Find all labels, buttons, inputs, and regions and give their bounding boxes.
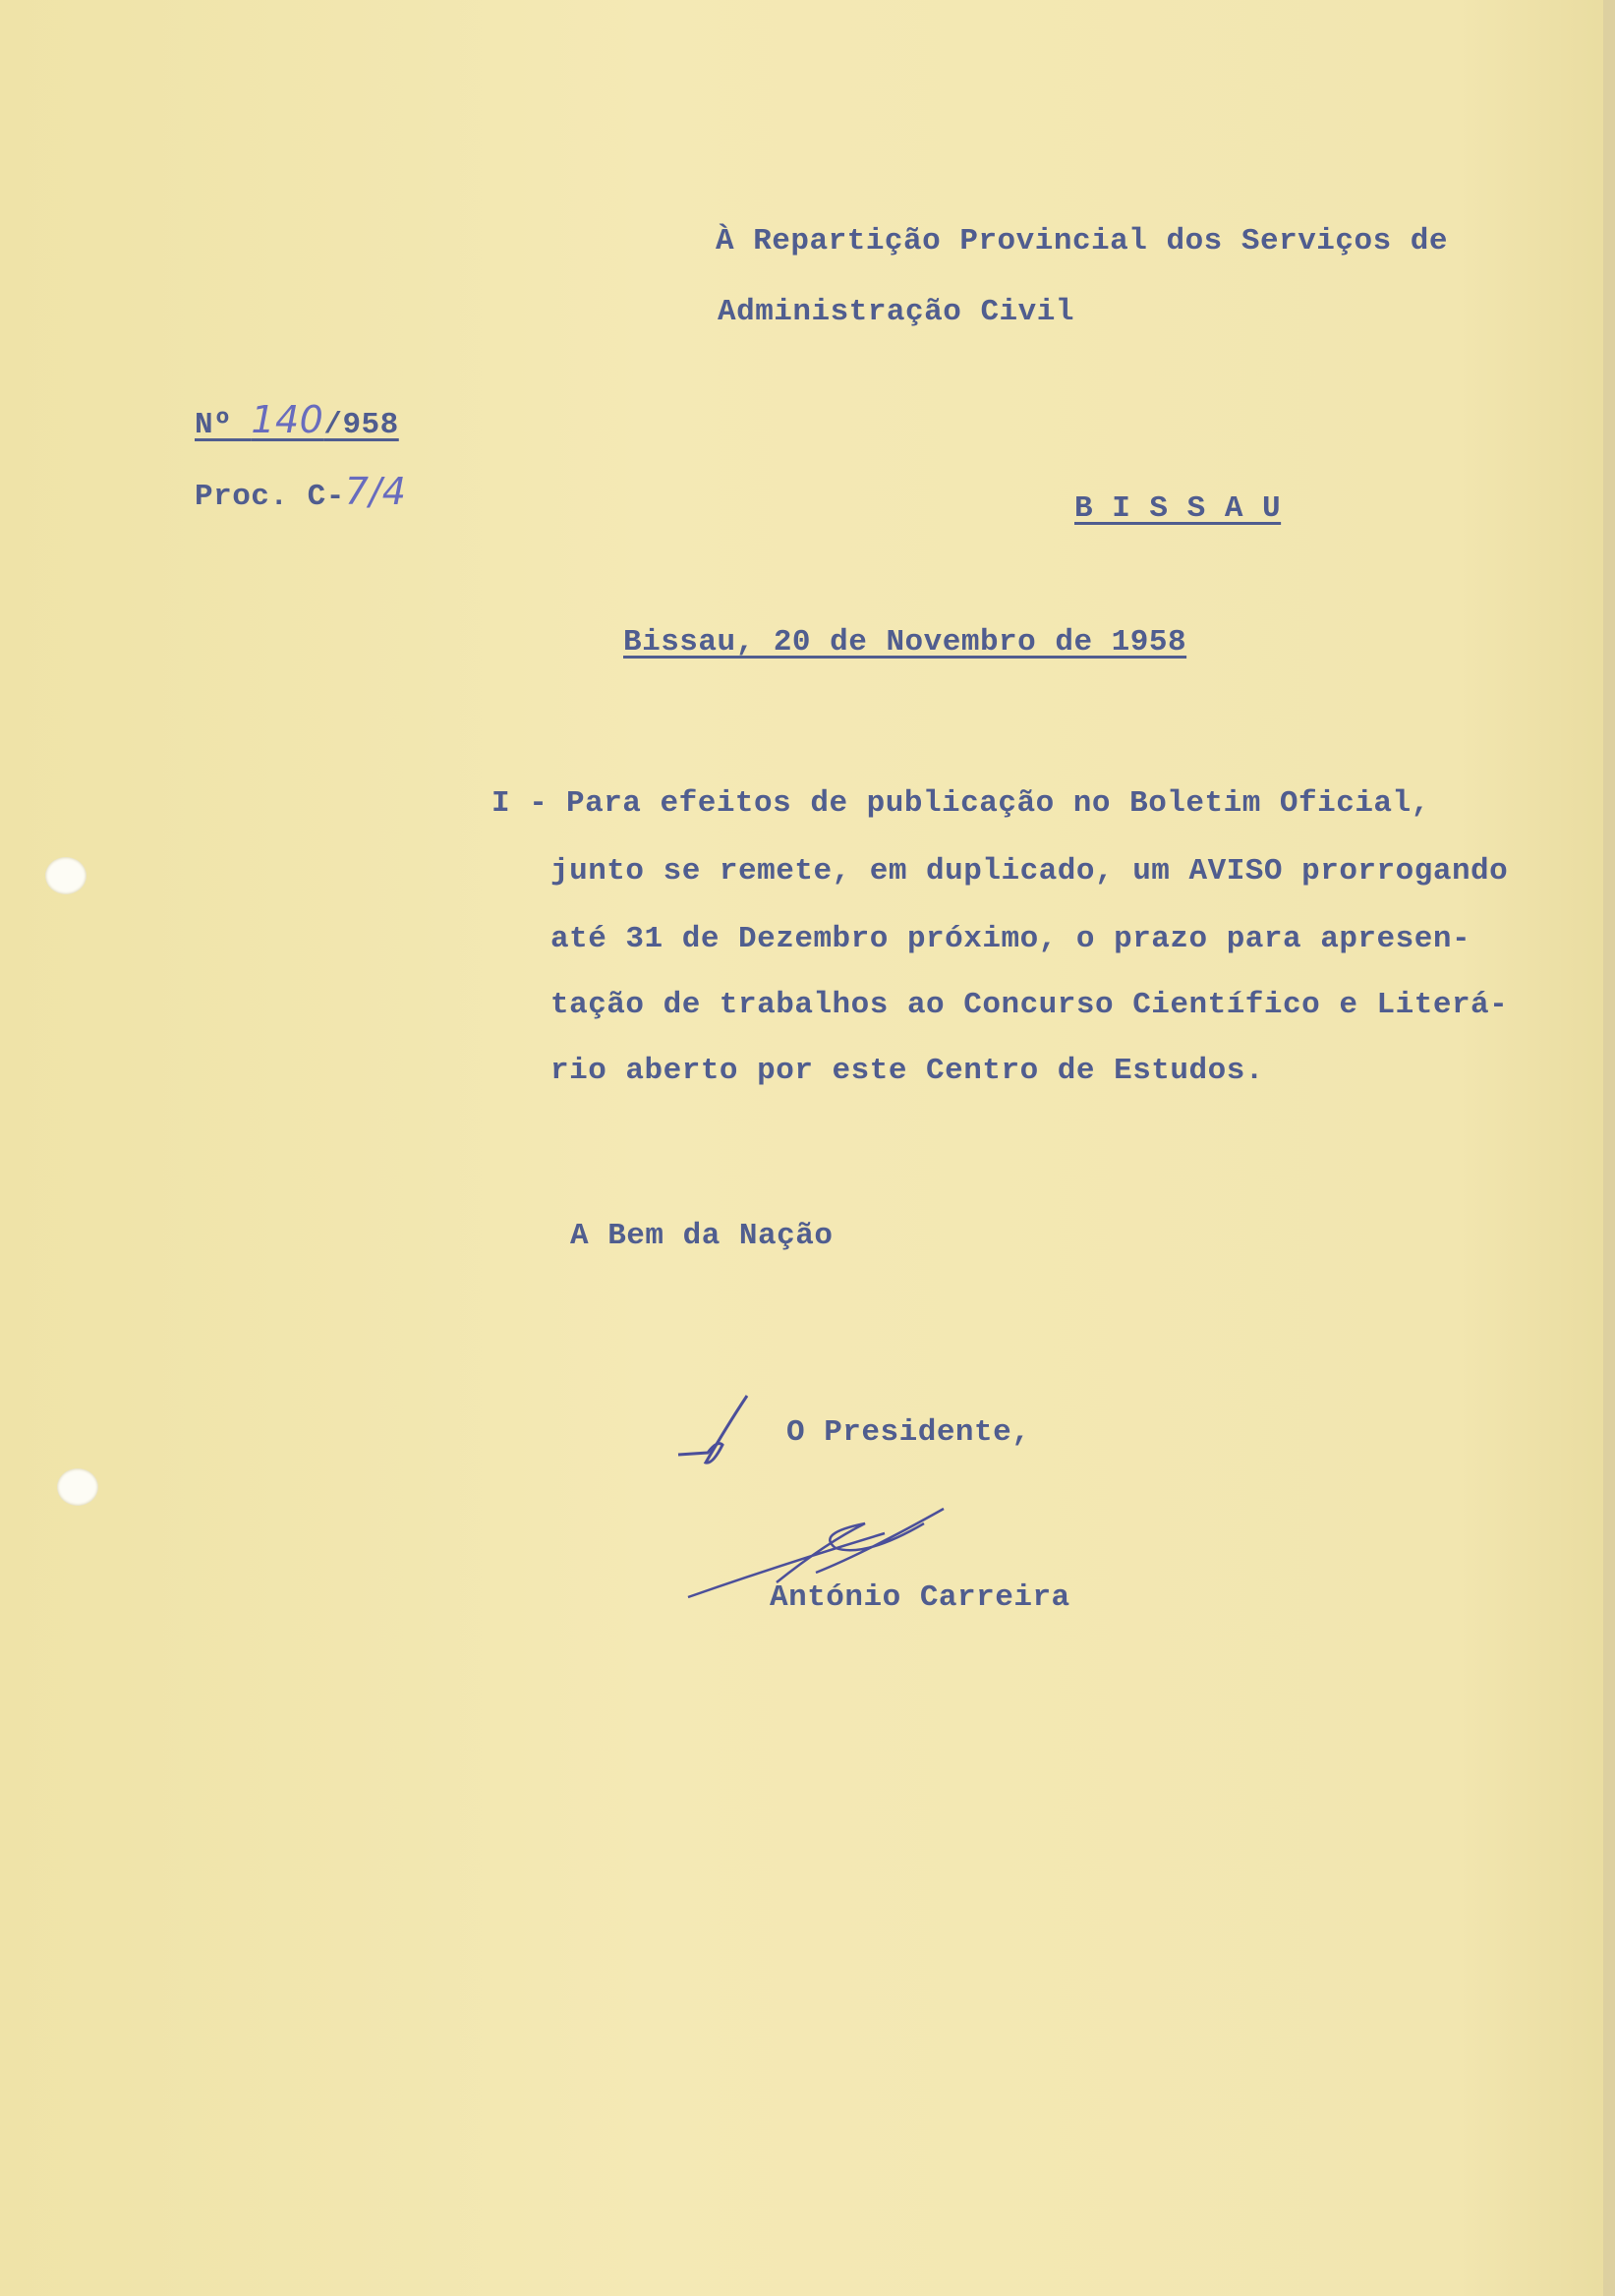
- number-prefix: Nº: [195, 408, 252, 442]
- paragraph-marker: I -: [491, 786, 567, 821]
- body-line: junto se remete, em duplicado, um AVISO prorrogando: [550, 854, 1509, 889]
- date-line: Bissau, 20 de Novembro de 1958: [623, 625, 1187, 660]
- handwritten-signature: [668, 1386, 963, 1612]
- body-line: tação de trabalhos ao Concurso Científico e Literá-: [550, 988, 1509, 1022]
- handwritten-proc: 7/4: [344, 470, 407, 513]
- reference-number: [195, 398, 399, 442]
- handwritten-number: 140: [251, 398, 324, 441]
- process-reference: [195, 470, 406, 514]
- signatory-name: António Carreira: [770, 1580, 1070, 1615]
- punch-hole: [57, 1468, 98, 1506]
- proc-prefix: Proc. C-: [195, 480, 345, 514]
- signature-title: O Presidente,: [786, 1415, 1031, 1450]
- destination: B I S S A U: [1074, 491, 1282, 526]
- number-year: /958: [323, 408, 399, 442]
- body-line: Para efeitos de publicação no Boletim Oficial,: [566, 786, 1430, 821]
- addressee-line-2: Administração Civil: [718, 295, 1074, 329]
- paper-edge: [1603, 0, 1615, 2296]
- body-line: até 31 de Dezembro próximo, o prazo para apresen-: [550, 922, 1471, 956]
- body-line: rio aberto por este Centro de Estudos.: [550, 1054, 1264, 1088]
- punch-hole: [45, 857, 87, 894]
- addressee-line-1: À Repartição Provincial dos Serviços de: [716, 224, 1449, 258]
- closing: A Bem da Nação: [570, 1219, 834, 1253]
